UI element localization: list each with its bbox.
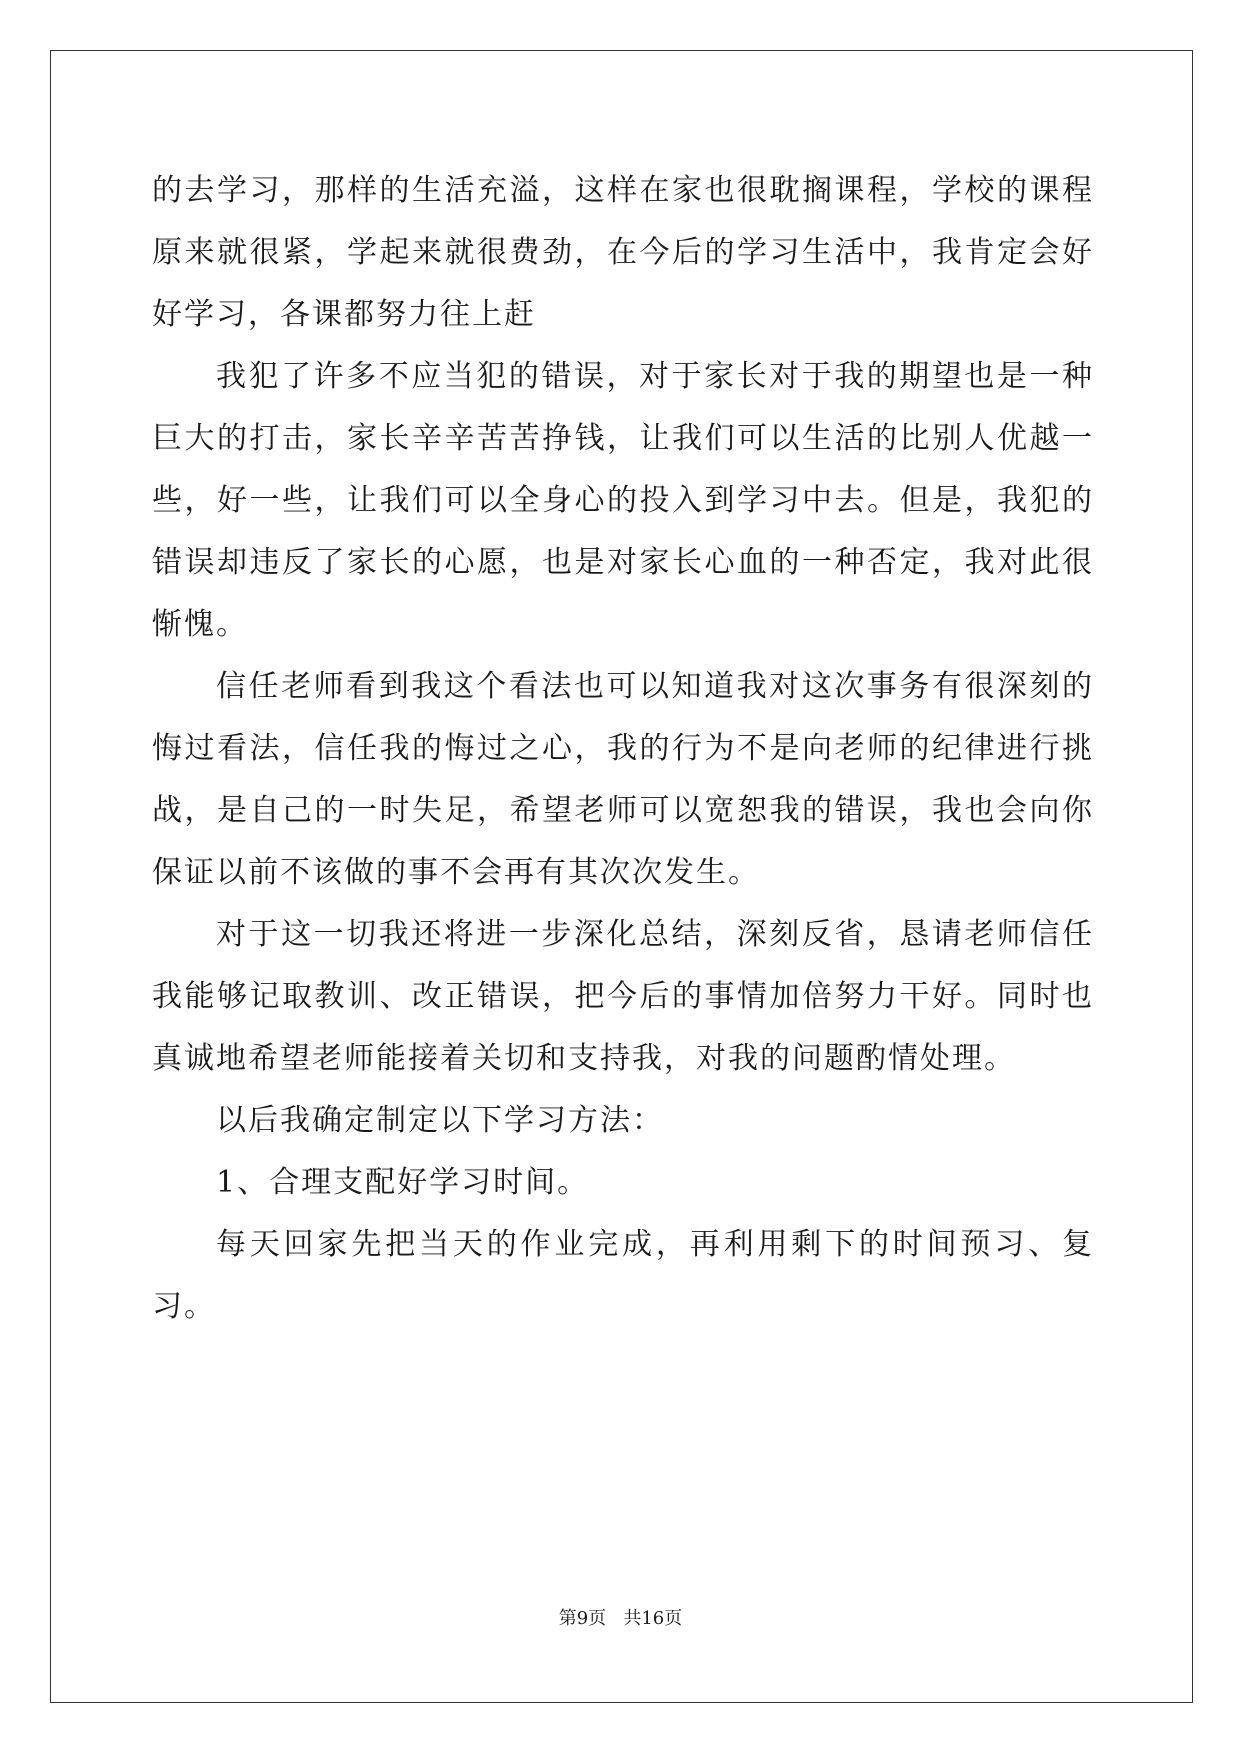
document-body [152,160,1094,1338]
current-page-number: 第9页 [558,1608,607,1629]
paragraph-1: 的去学习，那样的生活充溢，这样在家也很耽搁课程，学校的课程原来就很紧，学起来就很费劲，在今后的学习生活中，我肯定会好好学习，各课都努力往上赶 [152,173,1094,332]
paragraph-3: 信任老师看到我这个看法也可以知道我对这次事务有很深刻的悔过看法，信任我的悔过之心，我的行为不是向老师的纪律进行挑战，是自己的一时失足，希望老师可以宽恕我的错误，我也会向你保证以前不该做的事不会再有其次次发生。 [152,669,1094,890]
paragraph-6: 1、合理支配好学习时间。 [216,1165,590,1200]
footer-separator [606,1608,623,1629]
paragraph-7: 每天回家先把当天的作业完成，再利用剩下的时间预习、复习。 [152,1227,1094,1324]
paragraph-4: 对于这一切我还将进一步深化总结，深刻反省，恳请老师信任我能够记取教训、改正错误，把今后的事情加倍努力干好。同时也真诚地希望老师能接着关切和支持我，对我的问题酌情处理。 [152,917,1094,1076]
paragraph-2: 我犯了许多不应当犯的错误，对于家长对于我的期望也是一种巨大的打击，家长辛辛苦苦挣钱，让我们可以生活的比别人优越一些，好一些，让我们可以全身心的投入到学习中去。但是，我犯的错误却违反了家长的心愿，也是对家长心血的一种否定，我对此很惭愧。 [152,359,1094,642]
total-page-count: 共16页 [623,1608,683,1629]
page-footer [0,1604,1241,1630]
paragraph-5: 以后我确定制定以下学习方法： [216,1103,664,1138]
